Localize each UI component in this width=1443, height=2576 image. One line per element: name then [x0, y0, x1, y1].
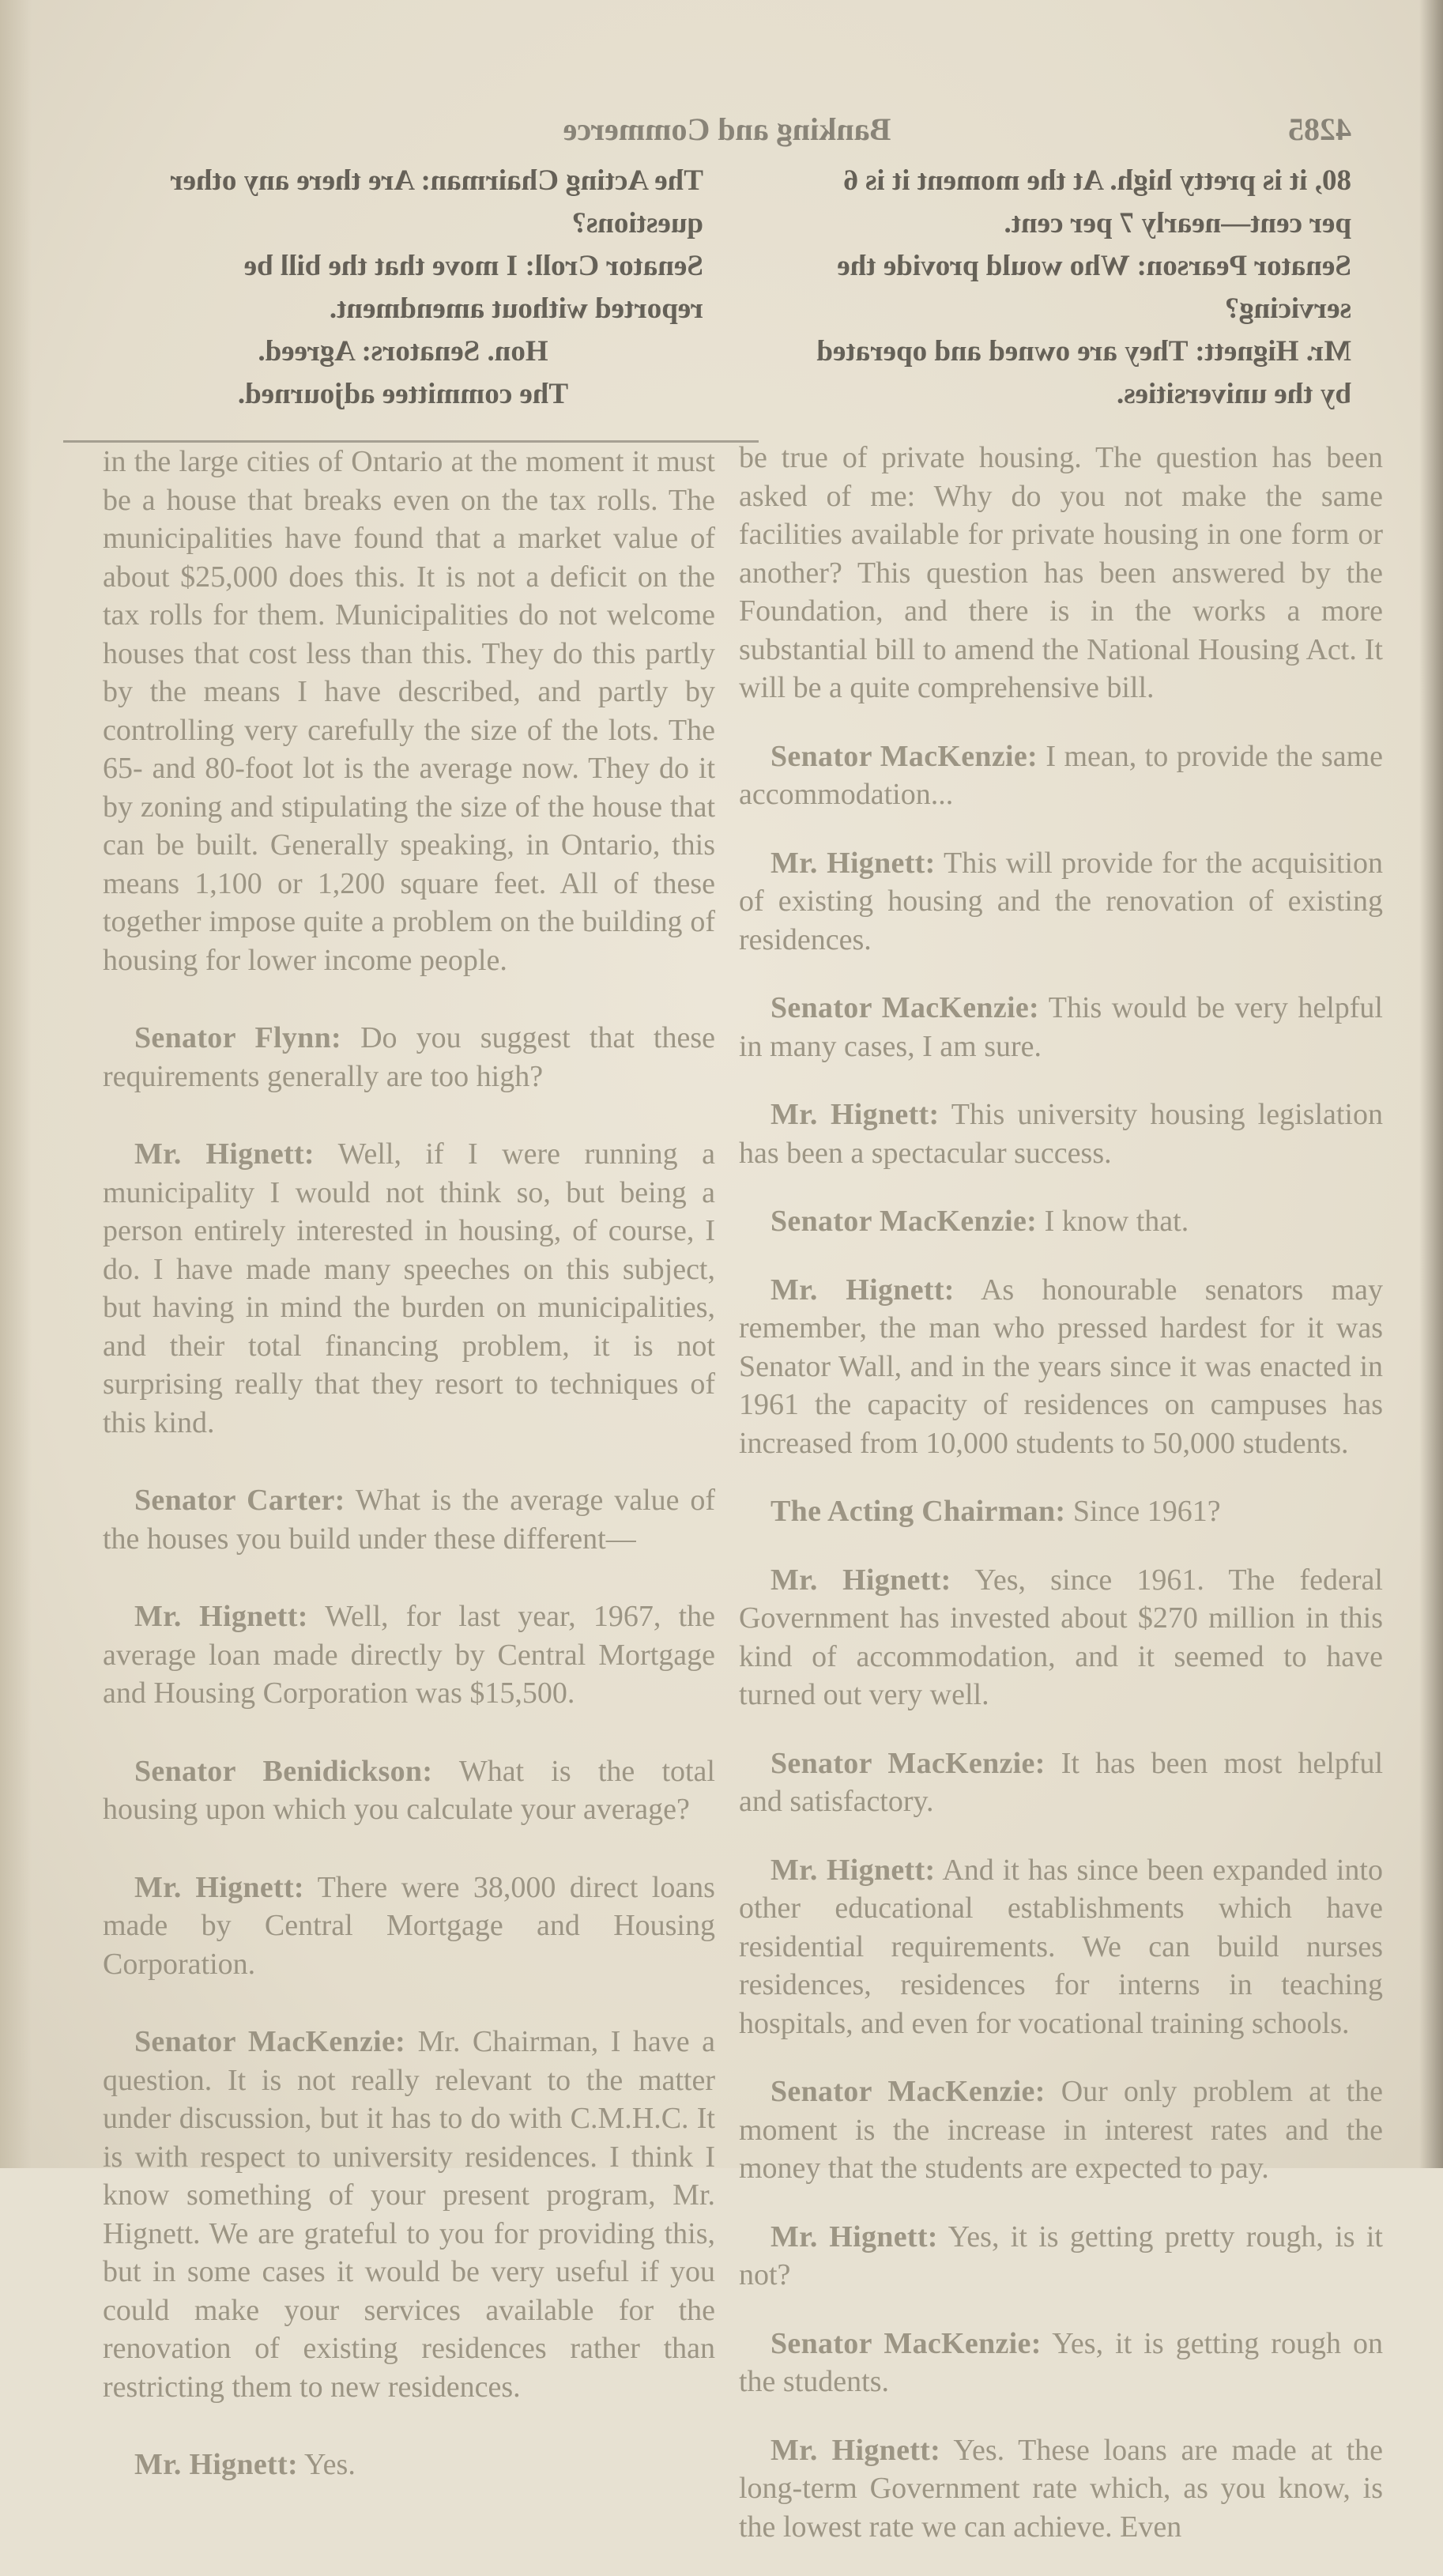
transcript-paragraph: [739, 1202, 1383, 1241]
speaker-name: Mr. Hignett:: [770, 1273, 955, 1307]
bleed-line: Hon. Senators: Agreed.: [258, 335, 548, 368]
bleed-through-text: [103, 162, 1351, 462]
transcript-paragraph: [739, 989, 1383, 1065]
speech-text: And it has since been expanded into other educational establishments which have residential requirements. We can build nurses residences, residences for interns in teaching hospitals, and even for vocational training schools.: [739, 1853, 1383, 2040]
speech-text: Well, for last year, 1967, the average loan made directly by Central Mortgage and Housing Corporation was $15,500.: [103, 1600, 715, 1710]
speaker-name: Mr. Hignett:: [134, 1137, 315, 1171]
transcript-paragraph: [103, 2446, 715, 2484]
page-edge: [1419, 0, 1443, 2168]
speech-text: Yes.: [304, 2448, 356, 2481]
transcript-paragraph: [103, 1752, 715, 1829]
speech-text: As honourable senators may remember, the man who pressed hardest for it was Senator Wall, and in the years since it was enacted in 1961 the capacity of residences on campuses has increased from 10,000 students to 50,000 students.: [739, 1273, 1383, 1460]
transcript-paragraph: [103, 1135, 715, 1442]
transcript-paragraph: [739, 439, 1383, 707]
transcript-paragraph: [739, 2325, 1383, 2401]
speaker-name: Mr. Hignett:: [770, 2433, 941, 2467]
transcript-paragraph: [103, 1019, 715, 1096]
bleed-right-column: [103, 162, 703, 418]
speaker-name: Senator MacKenzie:: [770, 991, 1040, 1024]
speaker-name: Mr. Hignett:: [134, 1600, 308, 1633]
transcript-paragraph: [739, 1851, 1383, 2043]
transcript-paragraph: [739, 737, 1383, 814]
transcript-paragraph: [739, 1271, 1383, 1463]
bleed-page-number: 4285: [1288, 111, 1351, 147]
speaker-name: Senator MacKenzie:: [770, 2326, 1042, 2360]
bleed-line: The committee adjourned.: [237, 378, 569, 410]
transcript-paragraph: [739, 2431, 1383, 2547]
speaker-name: Senator Flynn:: [134, 1021, 341, 1054]
transcript-paragraph: [739, 1561, 1383, 1714]
speaker-name: The Acting Chairman:: [770, 1495, 1066, 1528]
bleed-through-running-head: [103, 111, 1351, 158]
speech-text: There were 38,000 direct loans made by Central Mortgage and Housing Corporation.: [103, 1870, 715, 1981]
speech-text: Do you suggest that these requirements generally are too high?: [103, 1021, 715, 1093]
bleed-line: reported without amendment.: [329, 292, 703, 325]
speech-text: I mean, to provide the same accommodation...: [739, 739, 1384, 811]
speaker-name: Senator Benidickson:: [134, 1754, 433, 1788]
speaker-name: Mr. Hignett:: [134, 2448, 298, 2481]
speech-text: What is the average value of the houses you build under these different—: [103, 1484, 715, 1556]
transcript-paragraph: [103, 1869, 715, 1984]
speaker-name: Senator MacKenzie:: [134, 2025, 406, 2058]
speech-text: It has been most helpful and satisfactory.: [739, 1746, 1384, 1818]
speaker-name: Senator MacKenzie:: [770, 739, 1038, 773]
transcript-paragraph: [739, 1096, 1383, 1172]
bleed-line: Senator Croll: I move that the bill be: [243, 250, 703, 282]
spine-shadow: [0, 0, 32, 2168]
speech-text: What is the total housing upon which you calculate your average?: [103, 1754, 715, 1826]
speech-text: Since 1961?: [1072, 1495, 1221, 1528]
bleed-line: by the universities.: [1116, 378, 1351, 410]
transcript-paragraph: [739, 2218, 1383, 2295]
speech-text: I know that.: [1044, 1205, 1189, 1238]
bleed-line: Senator Pearson: Who would provide the: [837, 250, 1351, 282]
right-text-column: [739, 439, 1383, 2576]
transcript-paragraph: [103, 1481, 715, 1558]
speech-text: This will provide for the acquisition of existing housing and the renovation of existing residences.: [739, 846, 1383, 956]
speech-text: Mr. Chairman, I have a question. It is not really relevant to the matter under discussion, but it has to do with C.M.H.C. It is with respect to university residences. I think I know something of your present program, Mr. Hignett. We are grateful to you for providing this, but in some cases it would be very useful if you could make your services available for the renovation of existing residences rather than restricting them to new residences.: [103, 2025, 715, 2404]
speaker-name: Senator MacKenzie:: [770, 1205, 1038, 1238]
speaker-name: Mr. Hignett:: [770, 2220, 938, 2254]
speaker-name: Senator MacKenzie:: [770, 1746, 1046, 1780]
bleed-line: servicing?: [1224, 292, 1351, 325]
transcript-paragraph: [739, 2072, 1383, 2188]
bleed-line: Mr. Hignett: They are owned and operated: [816, 335, 1351, 368]
bleed-line: The Acting Chairman: Are there any other: [170, 164, 703, 197]
speech-text: This would be very helpful in many cases, I am sure.: [739, 991, 1383, 1063]
speech-text: Yes, it is getting rough on the students.: [739, 2326, 1383, 2398]
bleed-line: questions?: [571, 207, 703, 239]
speech-text: Our only problem at the moment is the increase in interest rates and the money that the students are expected to pay.: [739, 2075, 1384, 2185]
speech-text: be true of private housing. The question has been asked of me: Why do you not make the same facilities available for private housing in one form or another? This question has been answered by the Foundation, and there is in the works a more substantial bill to amend the National Housing Act. It will be a quite comprehensive bill.: [739, 441, 1383, 704]
speaker-name: Senator Carter:: [134, 1484, 345, 1517]
speaker-name: Mr. Hignett:: [770, 846, 936, 880]
speech-text: in the large cities of Ontario at the moment it must be a house that breaks even on the tax rolls. The municipalities have found that a market value of about $25,000 does this. It is not a deficit on the tax rolls for them. Municipalities do not welcome houses that cost less than this. They do this partly by the means I have described, and partly by controlling very carefully the size of the lots. The 65- and 80-foot lot is the average now. They do it by zoning and stipulating the size of the house that can be built. Generally speaking, in Ontario, this means 1,100 or 1,200 square feet. All of these together impose quite a problem on the building of housing for lower income people.: [103, 445, 715, 977]
speech-text: Yes. These loans are made at the long-term Government rate which, as you know, is the lowest rate we can achieve. Even: [739, 2433, 1383, 2544]
bleed-running-head-title: Banking and Commerce: [563, 111, 891, 147]
transcript-paragraph: [103, 1597, 715, 1713]
speaker-name: Senator MacKenzie:: [770, 2075, 1046, 2108]
left-text-column: [103, 443, 715, 2524]
transcript-paragraph: [739, 844, 1383, 960]
transcript-paragraph: [103, 443, 715, 979]
speaker-name: Mr. Hignett:: [770, 1563, 951, 1597]
speaker-name: Mr. Hignett:: [134, 1870, 304, 1904]
speaker-name: Mr. Hignett:: [770, 1098, 940, 1131]
transcript-paragraph: [739, 1492, 1383, 1531]
speech-text: This university housing legislation has been a spectacular success.: [739, 1098, 1383, 1170]
speech-text: Yes, it is getting pretty rough, is it not?: [739, 2220, 1383, 2291]
bleed-line: per cent—nearly 7 per cent.: [1004, 207, 1351, 239]
transcript-paragraph: [103, 2023, 715, 2406]
bleed-left-column: [751, 162, 1351, 418]
bleed-line: 80, it is pretty high. At the moment it is 6: [843, 164, 1351, 197]
speaker-name: Mr. Hignett:: [770, 1853, 936, 1887]
speech-text: Well, if I were running a municipality I would not think so, but being a person entirely interested in housing, of course, I do. I have made many speeches on this subject, but having in mind the burden on municipalities, and their total financing problem, it is not surprising really that they resort to techniques of this kind.: [103, 1137, 715, 1439]
transcript-paragraph: [739, 1744, 1383, 1821]
speech-text: Yes, since 1961. The federal Government has invested about $270 million in this kind of accommodation, and it seemed to have turned out very well.: [739, 1563, 1383, 1711]
